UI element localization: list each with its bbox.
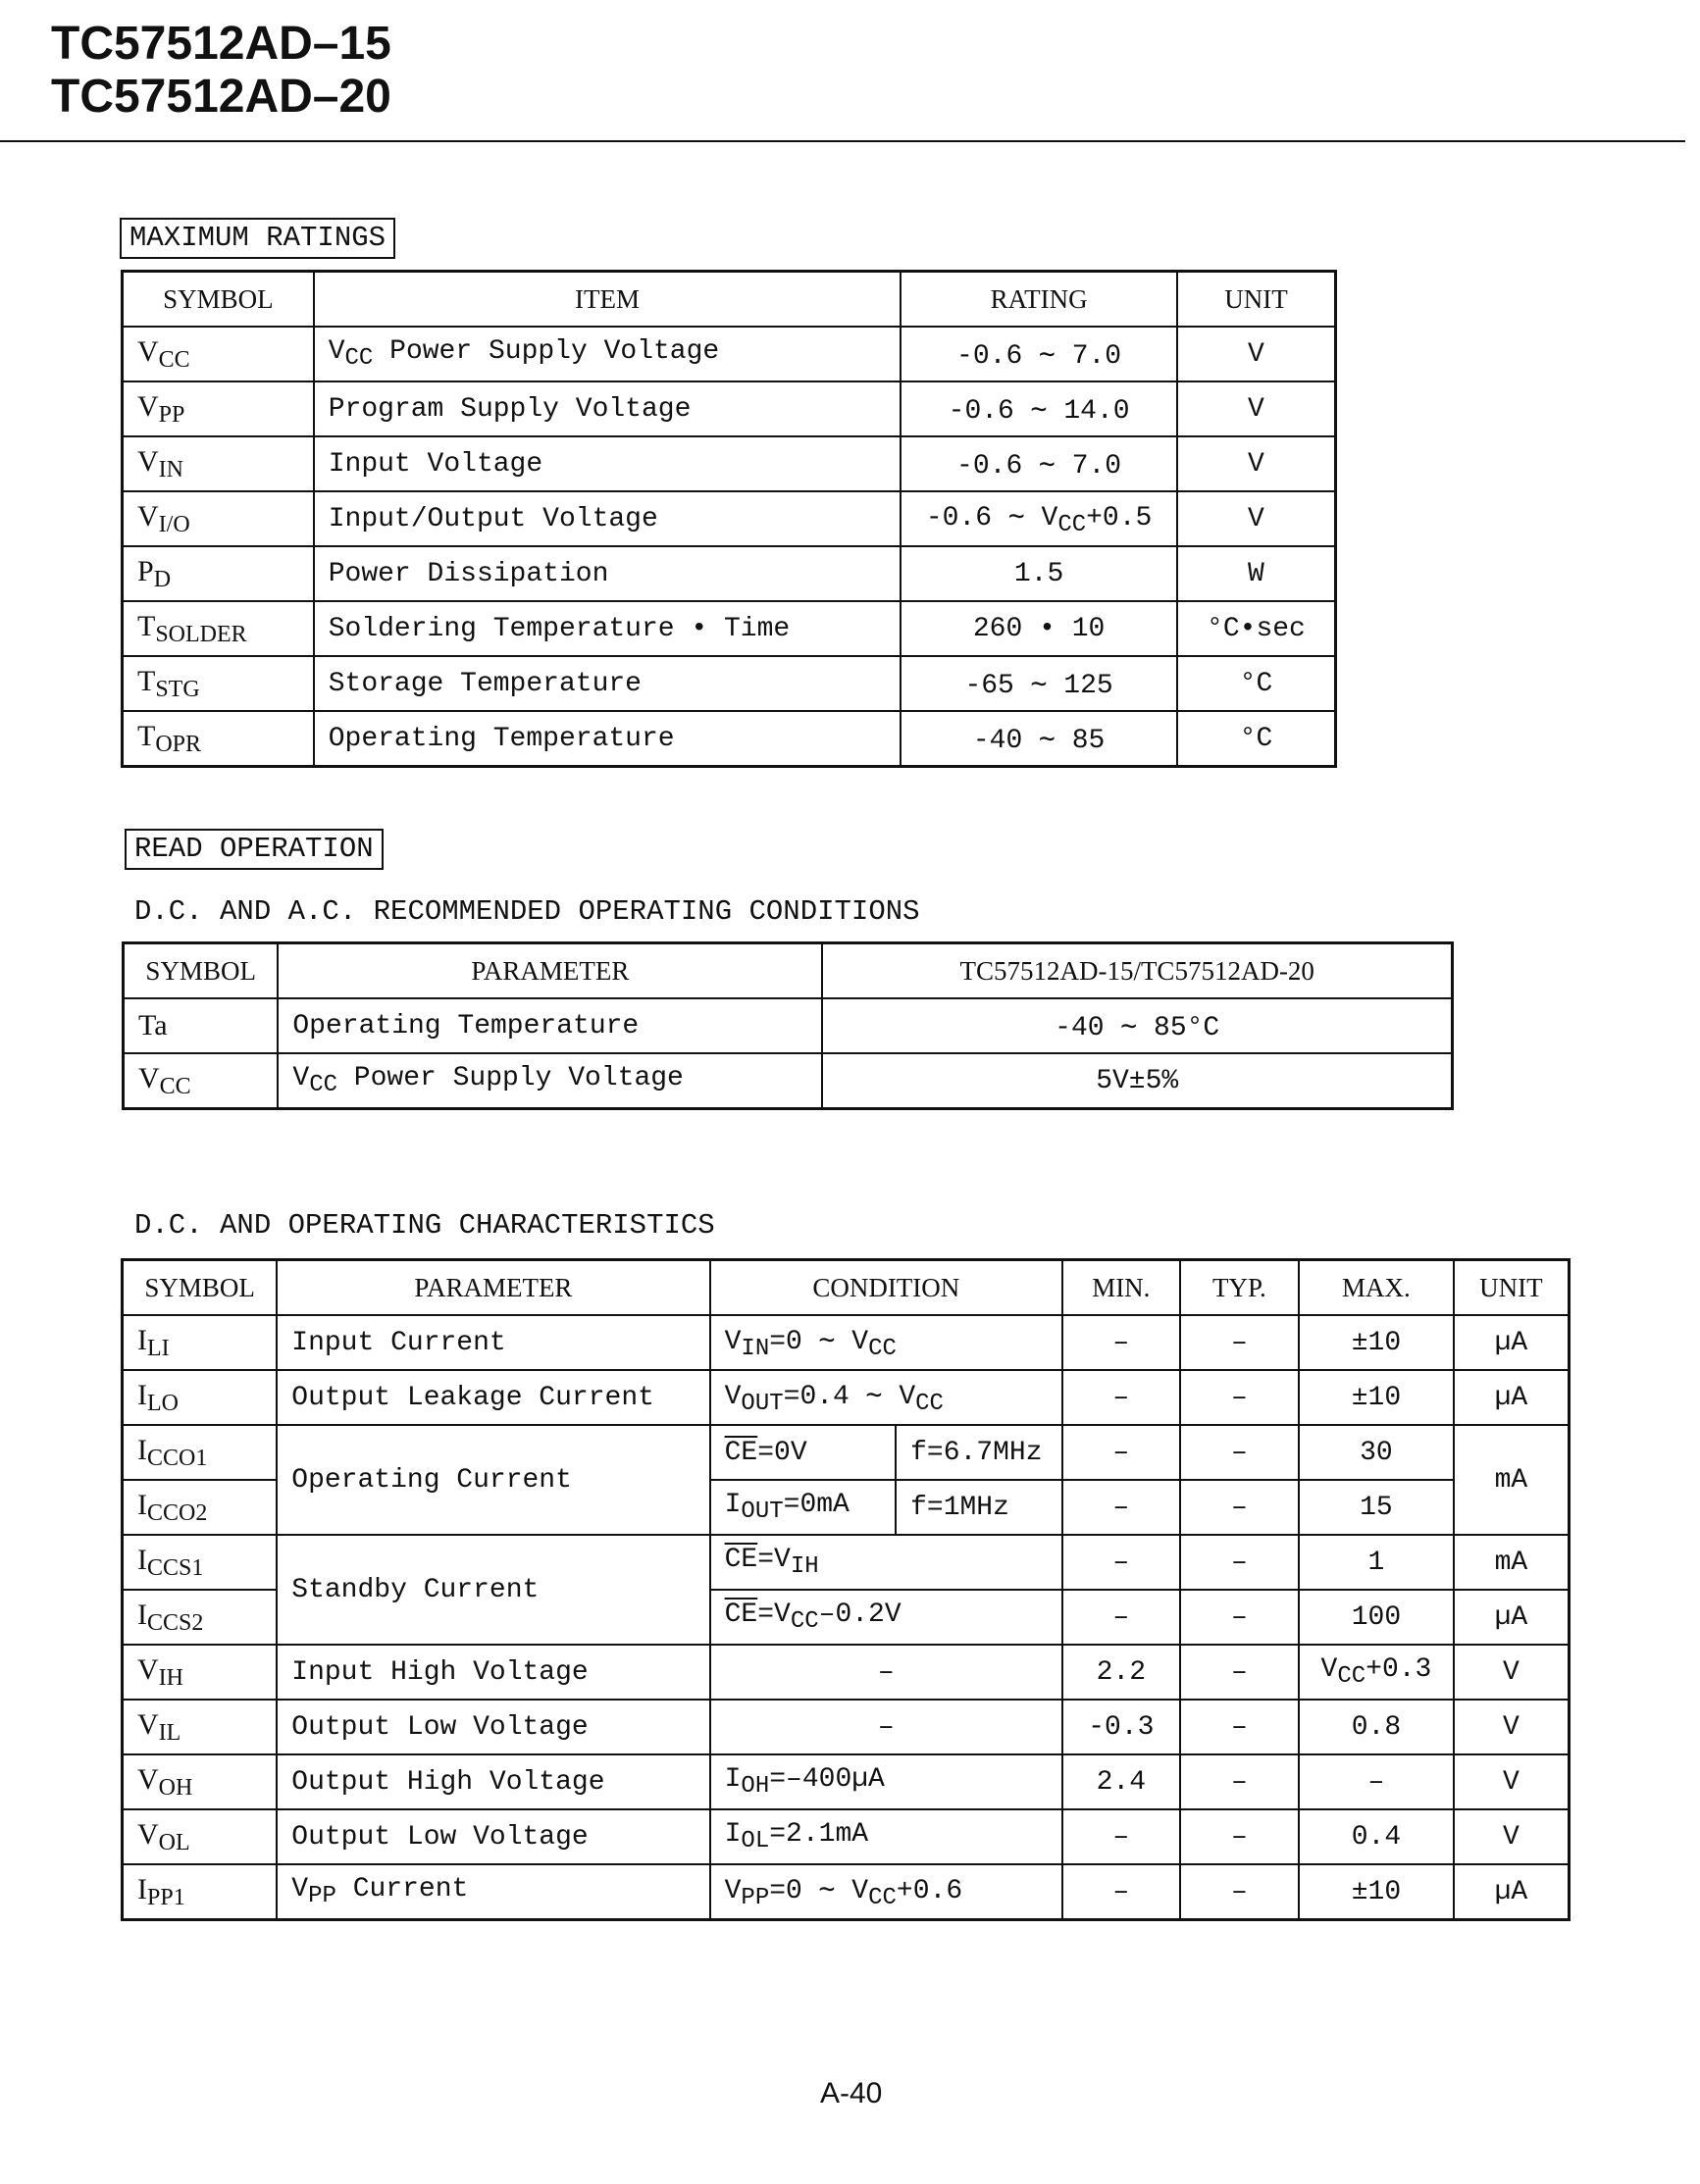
condition-cell: $V_{IN}=0$ ∼ $V_{CC}$ — [710, 1315, 1062, 1370]
rating-cell: -40 ∼ 85 — [901, 711, 1177, 767]
table-row — [123, 1315, 1570, 1370]
rating-cell: -0.6 ∼ $V_{CC}+0.5$ — [901, 491, 1177, 546]
unit-cell: V — [1177, 381, 1336, 436]
condition-cell: $\overline{CE}=V_{CC}-0.2V$ — [710, 1590, 1062, 1645]
col-header: ITEM — [314, 272, 902, 328]
condition-cell: $I_{OL}=2.1mA$ — [710, 1809, 1062, 1864]
col-header: MAX. — [1299, 1260, 1454, 1316]
table-row — [123, 1864, 1570, 1920]
unit-cell: mA — [1454, 1535, 1570, 1590]
dc-characteristics-heading: D.C. AND OPERATING CHARACTERISTICS — [134, 1209, 715, 1242]
typ-cell: – — [1180, 1370, 1299, 1425]
rating-cell: -0.6 ∼ 7.0 — [901, 436, 1177, 491]
max-cell: ±10 — [1299, 1864, 1454, 1920]
symbol-cell: Ta — [124, 998, 279, 1053]
parameter-cell: Output Leakage Current — [277, 1370, 709, 1425]
typ-cell: – — [1180, 1315, 1299, 1370]
table-row — [123, 327, 1336, 381]
rating-cell: -0.6 ∼ 7.0 — [901, 327, 1177, 381]
typ-cell: – — [1180, 1645, 1299, 1700]
symbol-cell: $I_{CCS1}$ — [123, 1535, 278, 1590]
page-number: A-40 — [820, 2077, 883, 2109]
max-ratings-label: MAXIMUM RATINGS — [120, 218, 395, 259]
parameter-cell: Output Low Voltage — [277, 1700, 709, 1754]
unit-cell: mA — [1454, 1425, 1570, 1535]
typ-cell: – — [1180, 1535, 1299, 1590]
max-cell: $V_{CC}+0.3$ — [1299, 1645, 1454, 1700]
unit-cell: V — [1177, 491, 1336, 546]
rating-cell: 260 • 10 — [901, 601, 1177, 656]
symbol-cell: $P_D$ — [123, 546, 314, 601]
min-cell: – — [1062, 1315, 1180, 1370]
table-row — [124, 998, 1453, 1053]
min-cell: – — [1062, 1480, 1180, 1535]
min-cell: – — [1062, 1864, 1180, 1920]
typ-cell: – — [1180, 1809, 1299, 1864]
document-title — [51, 18, 391, 124]
table-row — [123, 381, 1336, 436]
max-ratings-table — [121, 270, 1337, 768]
parameter-cell: $V_{CC}$ Power Supply Voltage — [278, 1053, 822, 1109]
frequency-cell: f=1MHz — [896, 1480, 1062, 1535]
max-cell: 15 — [1299, 1480, 1454, 1535]
min-cell: – — [1062, 1535, 1180, 1590]
min-cell: 2.4 — [1062, 1754, 1180, 1809]
table-row — [123, 601, 1336, 656]
typ-cell: – — [1180, 1480, 1299, 1535]
table-row — [123, 1645, 1570, 1700]
unit-cell: °C•sec — [1177, 601, 1336, 656]
table-row — [124, 1053, 1453, 1109]
typ-cell: – — [1180, 1590, 1299, 1645]
rating-cell: -65 ∼ 125 — [901, 656, 1177, 711]
title-line-2: TC57512AD–20 — [51, 71, 391, 123]
symbol-cell: $V_{IL}$ — [123, 1700, 278, 1754]
table-row — [123, 436, 1336, 491]
typ-cell: – — [1180, 1864, 1299, 1920]
parameter-cell: Output High Voltage — [277, 1754, 709, 1809]
condition-cell: $V_{PP}=0$ ∼ $V_{CC}+0.6$ — [710, 1864, 1062, 1920]
parameter-cell: Standby Current — [277, 1535, 709, 1645]
value-cell: 5V±5% — [822, 1053, 1452, 1109]
unit-cell: V — [1454, 1754, 1570, 1809]
symbol-cell: $V_{IN}$ — [123, 436, 314, 491]
col-header: CONDITION — [710, 1260, 1062, 1316]
col-header: TYP. — [1180, 1260, 1299, 1316]
unit-cell: µA — [1454, 1315, 1570, 1370]
symbol-cell: $I_{CCS2}$ — [123, 1590, 278, 1645]
symbol-cell: $I_{LI}$ — [123, 1315, 278, 1370]
min-cell: -0.3 — [1062, 1700, 1180, 1754]
max-cell: – — [1299, 1754, 1454, 1809]
col-header: SYMBOL — [124, 943, 279, 999]
symbol-cell: $I_{CCO1}$ — [123, 1425, 278, 1480]
max-cell: 0.4 — [1299, 1809, 1454, 1864]
unit-cell: °C — [1177, 656, 1336, 711]
symbol-cell: $V_{PP}$ — [123, 381, 314, 436]
col-header: PARAMETER — [277, 1260, 709, 1316]
min-cell: – — [1062, 1425, 1180, 1480]
parameter-cell: Operating Temperature — [278, 998, 822, 1053]
recommended-conditions-heading: D.C. AND A.C. RECOMMENDED OPERATING CONDITIONS — [134, 895, 920, 928]
parameter-cell: $V_{PP}$ Current — [277, 1864, 709, 1920]
min-cell: 2.2 — [1062, 1645, 1180, 1700]
read-operation-label: READ OPERATION — [125, 829, 384, 870]
item-cell: Operating Temperature — [314, 711, 902, 767]
col-header: SYMBOL — [123, 1260, 278, 1316]
col-header: UNIT — [1177, 272, 1336, 328]
max-cell: 0.8 — [1299, 1700, 1454, 1754]
symbol-cell: $V_{CC}$ — [123, 327, 314, 381]
item-cell: Input Voltage — [314, 436, 902, 491]
unit-cell: V — [1177, 327, 1336, 381]
condition-cell: – — [710, 1700, 1062, 1754]
max-cell: 1 — [1299, 1535, 1454, 1590]
min-cell: – — [1062, 1370, 1180, 1425]
unit-cell: µA — [1454, 1370, 1570, 1425]
max-cell: ±10 — [1299, 1315, 1454, 1370]
item-cell: Input/Output Voltage — [314, 491, 902, 546]
col-header: MIN. — [1062, 1260, 1180, 1316]
item-cell: Power Dissipation — [314, 546, 902, 601]
table-row — [123, 1425, 1570, 1480]
col-header: PARAMETER — [278, 943, 822, 999]
symbol-cell: $V_{CC}$ — [124, 1053, 279, 1109]
table-header-row — [123, 272, 1336, 328]
col-header: RATING — [901, 272, 1177, 328]
condition-cell: $I_{OH}=-400\mu A$ — [710, 1754, 1062, 1809]
symbol-cell: $V_{OH}$ — [123, 1754, 278, 1809]
min-cell: – — [1062, 1809, 1180, 1864]
max-cell: 30 — [1299, 1425, 1454, 1480]
condition-cell: $V_{OUT}=0.4$ ∼ $V_{CC}$ — [710, 1370, 1062, 1425]
condition-cell: $I_{OUT}=0mA$ — [710, 1480, 896, 1535]
symbol-cell: $V_{I/O}$ — [123, 491, 314, 546]
col-header: TC57512AD-15/TC57512AD-20 — [822, 943, 1452, 999]
table-row — [123, 656, 1336, 711]
table-row — [123, 546, 1336, 601]
symbol-cell: $V_{IH}$ — [123, 1645, 278, 1700]
unit-cell: V — [1177, 436, 1336, 491]
symbol-cell: $I_{LO}$ — [123, 1370, 278, 1425]
table-row — [123, 1754, 1570, 1809]
max-cell: 100 — [1299, 1590, 1454, 1645]
unit-cell: V — [1454, 1645, 1570, 1700]
unit-cell: µA — [1454, 1864, 1570, 1920]
parameter-cell: Output Low Voltage — [277, 1809, 709, 1864]
symbol-cell: $T_{SOLDER}$ — [123, 601, 314, 656]
frequency-cell: f=6.7MHz — [896, 1425, 1062, 1480]
unit-cell: µA — [1454, 1590, 1570, 1645]
dc-characteristics-table — [121, 1258, 1571, 1921]
header-rule — [0, 140, 1685, 142]
condition-cell: $\overline{CE}=0V$ — [710, 1425, 896, 1480]
item-cell: Storage Temperature — [314, 656, 902, 711]
col-header: UNIT — [1454, 1260, 1570, 1316]
table-header-row — [123, 1260, 1570, 1316]
max-cell: ±10 — [1299, 1370, 1454, 1425]
item-cell: Soldering Temperature • Time — [314, 601, 902, 656]
typ-cell: – — [1180, 1700, 1299, 1754]
min-cell: – — [1062, 1590, 1180, 1645]
typ-cell: – — [1180, 1425, 1299, 1480]
symbol-cell: $T_{STG}$ — [123, 656, 314, 711]
unit-cell: °C — [1177, 711, 1336, 767]
symbol-cell: $V_{OL}$ — [123, 1809, 278, 1864]
rating-cell: 1.5 — [901, 546, 1177, 601]
symbol-cell: $I_{PP1}$ — [123, 1864, 278, 1920]
title-line-1: TC57512AD–15 — [51, 18, 391, 70]
parameter-cell: Input Current — [277, 1315, 709, 1370]
typ-cell: – — [1180, 1754, 1299, 1809]
condition-cell: $\overline{CE}=V_{IH}$ — [710, 1535, 1062, 1590]
parameter-cell: Input High Voltage — [277, 1645, 709, 1700]
col-header: SYMBOL — [123, 272, 314, 328]
table-header-row — [124, 943, 1453, 999]
symbol-cell: $T_{OPR}$ — [123, 711, 314, 767]
unit-cell: W — [1177, 546, 1336, 601]
condition-cell: – — [710, 1645, 1062, 1700]
rating-cell: -0.6 ∼ 14.0 — [901, 381, 1177, 436]
table-row — [123, 1535, 1570, 1590]
table-row — [123, 1370, 1570, 1425]
unit-cell: V — [1454, 1809, 1570, 1864]
table-row — [123, 491, 1336, 546]
value-cell: -40 ∼ 85°C — [822, 998, 1452, 1053]
table-row — [123, 1700, 1570, 1754]
table-row — [123, 711, 1336, 767]
recommended-conditions-table — [122, 941, 1454, 1110]
symbol-cell: $I_{CCO2}$ — [123, 1480, 278, 1535]
item-cell: Program Supply Voltage — [314, 381, 902, 436]
parameter-cell: Operating Current — [277, 1425, 709, 1535]
item-cell: $V_{CC}$ Power Supply Voltage — [314, 327, 902, 381]
unit-cell: V — [1454, 1700, 1570, 1754]
table-row — [123, 1809, 1570, 1864]
